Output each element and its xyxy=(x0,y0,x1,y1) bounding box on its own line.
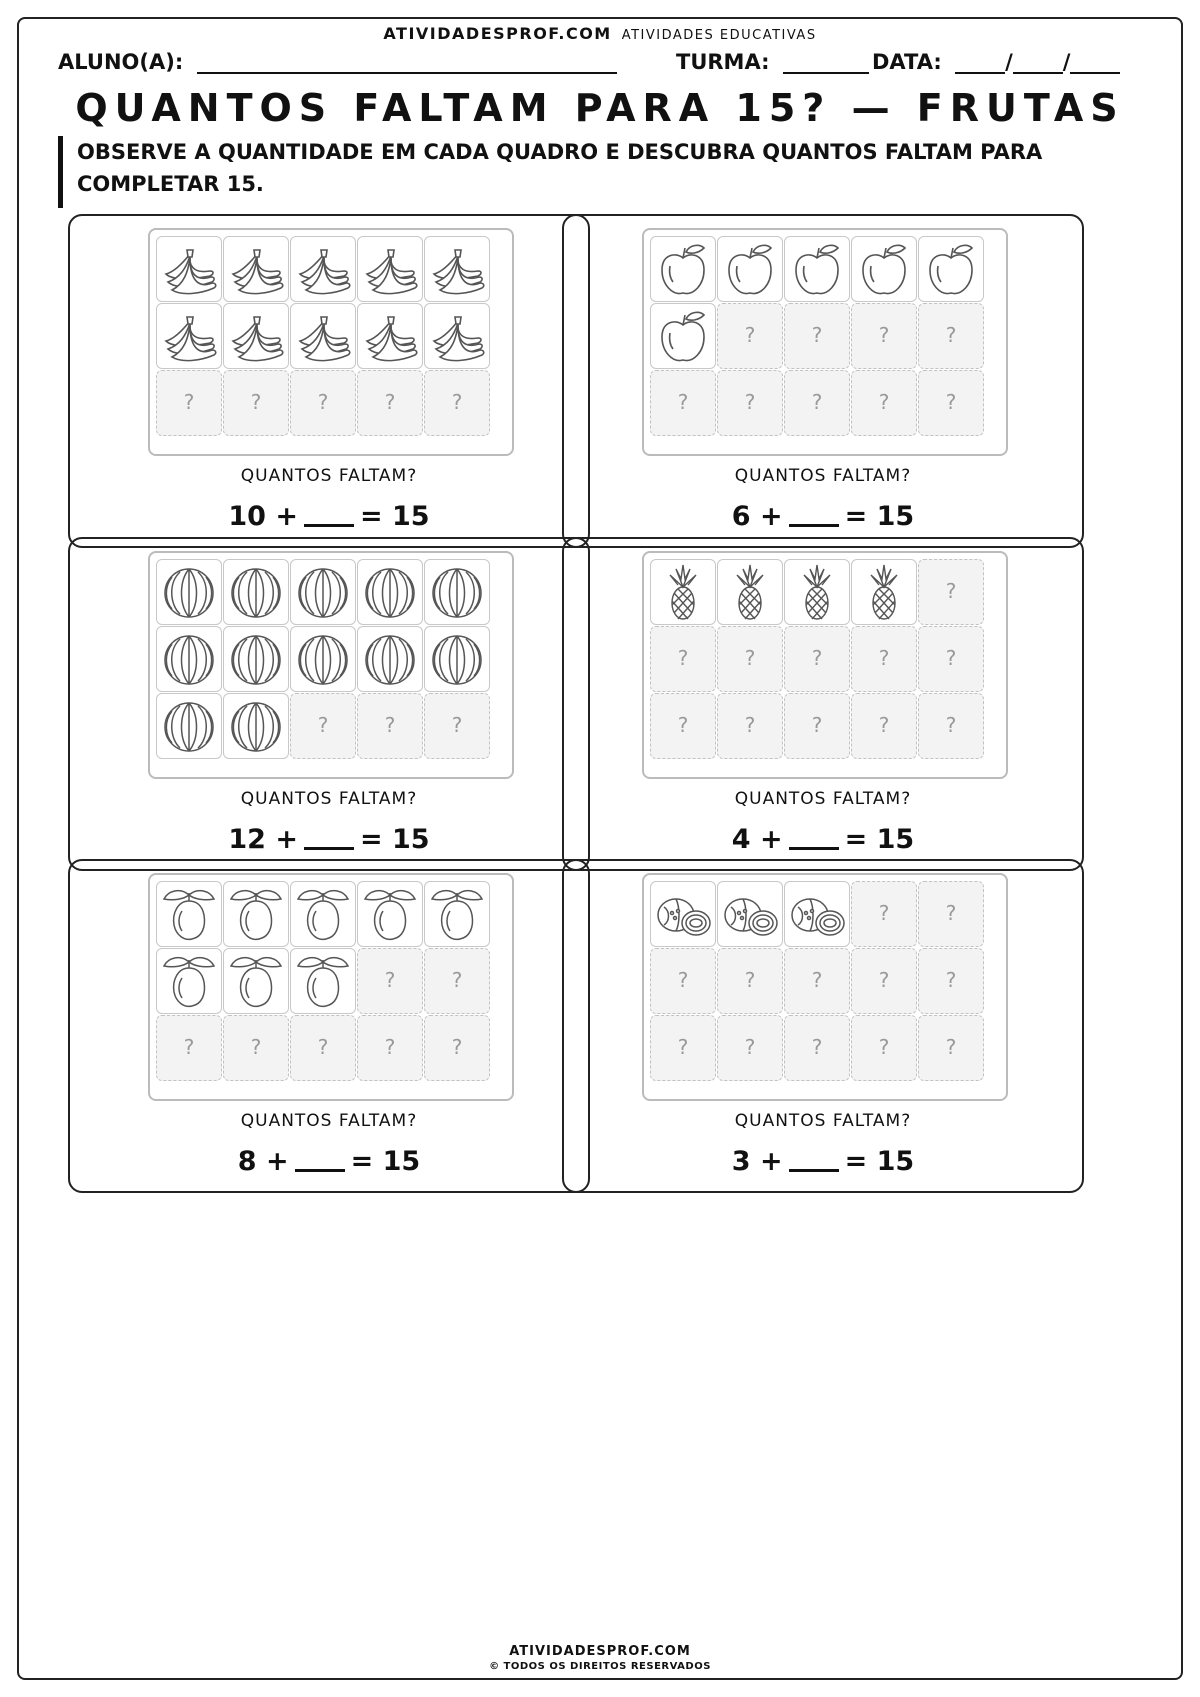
data-label: DATA: xyxy=(872,50,942,74)
fruit-cell xyxy=(784,236,850,302)
empty-cell: ? xyxy=(918,303,984,369)
empty-cell: ? xyxy=(156,1015,222,1081)
question-label: QUANTOS FALTAM? xyxy=(240,1111,418,1131)
fruit-cell xyxy=(424,303,490,369)
fruit-grid xyxy=(148,873,514,1101)
equation xyxy=(70,500,588,532)
fruit-cell xyxy=(357,303,423,369)
question-label: QUANTOS FALTAM? xyxy=(240,789,418,809)
fruit-cell xyxy=(290,236,356,302)
footer xyxy=(0,1644,1200,1672)
empty-cell: ? xyxy=(290,693,356,759)
exercise-card xyxy=(68,537,590,871)
question-label: QUANTOS FALTAM? xyxy=(734,789,912,809)
fruit-cell xyxy=(156,881,222,947)
date-slash: / xyxy=(1062,50,1071,74)
fruit-cell xyxy=(223,948,289,1014)
exercise-card xyxy=(562,859,1084,1193)
equation-left: 10 + xyxy=(228,501,298,532)
fruit-cell xyxy=(290,881,356,947)
answer-blank[interactable] xyxy=(295,1145,345,1172)
empty-cell: ? xyxy=(650,948,716,1014)
empty-cell: ? xyxy=(851,881,917,947)
exercise-card xyxy=(68,859,590,1193)
equation-right: = 15 xyxy=(844,1146,915,1177)
fruit-cell xyxy=(156,693,222,759)
empty-cell: ? xyxy=(223,1015,289,1081)
empty-cell: ? xyxy=(424,693,490,759)
fruit-cell xyxy=(156,303,222,369)
empty-cell: ? xyxy=(717,1015,783,1081)
answer-blank[interactable] xyxy=(304,823,354,850)
fruit-cell xyxy=(290,303,356,369)
fruit-cell xyxy=(717,236,783,302)
equation xyxy=(564,823,1082,855)
empty-cell: ? xyxy=(650,626,716,692)
fruit-grid xyxy=(148,228,514,456)
empty-cell: ? xyxy=(357,693,423,759)
footer-brand: ATIVIDADESPROF.COM xyxy=(509,1644,691,1659)
fruit-cell xyxy=(357,626,423,692)
page-title: QUANTOS FALTAM PARA 15? — FRUTAS xyxy=(75,86,1125,130)
data-year-field[interactable] xyxy=(1070,52,1120,74)
empty-cell: ? xyxy=(851,948,917,1014)
instruction-text: OBSERVE A QUANTIDADE EM CADA QUADRO E DESCUBRA QUANTOS FALTAM PARA COMPLETAR 15. xyxy=(58,136,1138,208)
equation-left: 8 + xyxy=(237,1146,289,1177)
data-day-field[interactable] xyxy=(955,52,1005,74)
fruit-cell xyxy=(223,881,289,947)
fruit-cell xyxy=(650,236,716,302)
answer-blank[interactable] xyxy=(789,500,839,527)
fruit-grid xyxy=(642,873,1008,1101)
fruit-cell xyxy=(851,236,917,302)
equation xyxy=(70,823,588,855)
fruit-cell xyxy=(784,881,850,947)
question-label: QUANTOS FALTAM? xyxy=(734,466,912,486)
answer-blank[interactable] xyxy=(789,823,839,850)
fruit-cell xyxy=(424,559,490,625)
fruit-cell xyxy=(424,881,490,947)
fruit-cell xyxy=(357,559,423,625)
equation-right: = 15 xyxy=(844,501,915,532)
equation xyxy=(564,1145,1082,1177)
empty-cell: ? xyxy=(717,948,783,1014)
fruit-cell xyxy=(223,236,289,302)
exercise-card xyxy=(68,214,590,548)
fruit-cell xyxy=(424,236,490,302)
fruit-cell xyxy=(650,559,716,625)
empty-cell: ? xyxy=(918,370,984,436)
fruit-cell xyxy=(290,559,356,625)
footer-copyright: © TODOS OS DIREITOS RESERVADOS xyxy=(489,1661,711,1672)
turma-label: TURMA: xyxy=(676,50,770,74)
fruit-cell xyxy=(290,626,356,692)
aluno-label: ALUNO(A): xyxy=(58,50,184,74)
question-label: QUANTOS FALTAM? xyxy=(240,466,418,486)
equation-right: = 15 xyxy=(844,824,915,855)
date-slash: / xyxy=(1005,50,1013,74)
empty-cell: ? xyxy=(357,1015,423,1081)
answer-blank[interactable] xyxy=(789,1145,839,1172)
empty-cell: ? xyxy=(223,370,289,436)
data-month-field[interactable] xyxy=(1013,52,1063,74)
empty-cell: ? xyxy=(424,1015,490,1081)
question-label: QUANTOS FALTAM? xyxy=(734,1111,912,1131)
empty-cell: ? xyxy=(851,370,917,436)
equation xyxy=(70,1145,588,1177)
empty-cell: ? xyxy=(918,1015,984,1081)
empty-cell: ? xyxy=(357,370,423,436)
empty-cell: ? xyxy=(851,303,917,369)
fruit-cell xyxy=(717,559,783,625)
exercise-card xyxy=(562,214,1084,548)
fruit-cell xyxy=(650,303,716,369)
site-brand: ATIVIDADESPROF.COM xyxy=(383,24,612,43)
empty-cell: ? xyxy=(717,303,783,369)
empty-cell: ? xyxy=(851,626,917,692)
empty-cell: ? xyxy=(784,370,850,436)
empty-cell: ? xyxy=(918,626,984,692)
equation-left: 12 + xyxy=(228,824,298,855)
equation-left: 4 + xyxy=(731,824,783,855)
fruit-cell xyxy=(223,693,289,759)
fruit-cell xyxy=(156,948,222,1014)
equation-right: = 15 xyxy=(360,824,430,855)
empty-cell: ? xyxy=(717,626,783,692)
empty-cell: ? xyxy=(918,881,984,947)
fruit-cell xyxy=(223,559,289,625)
fruit-cell xyxy=(223,303,289,369)
empty-cell: ? xyxy=(156,370,222,436)
fruit-cell xyxy=(851,559,917,625)
fruit-cell xyxy=(424,626,490,692)
empty-cell: ? xyxy=(717,693,783,759)
site-tagline: ATIVIDADES EDUCATIVAS xyxy=(621,28,817,43)
fruit-grid xyxy=(642,551,1008,779)
empty-cell: ? xyxy=(784,693,850,759)
empty-cell: ? xyxy=(650,693,716,759)
empty-cell: ? xyxy=(784,1015,850,1081)
fruit-cell xyxy=(650,881,716,947)
empty-cell: ? xyxy=(784,948,850,1014)
empty-cell: ? xyxy=(717,370,783,436)
aluno-field[interactable] xyxy=(197,52,617,74)
fruit-cell xyxy=(357,236,423,302)
empty-cell: ? xyxy=(650,370,716,436)
equation-left: 6 + xyxy=(731,501,783,532)
empty-cell: ? xyxy=(918,693,984,759)
fruit-grid xyxy=(148,551,514,779)
equation xyxy=(564,500,1082,532)
empty-cell: ? xyxy=(357,948,423,1014)
empty-cell: ? xyxy=(650,1015,716,1081)
empty-cell: ? xyxy=(784,303,850,369)
fruit-cell xyxy=(156,559,222,625)
empty-cell: ? xyxy=(851,693,917,759)
fruit-cell xyxy=(290,948,356,1014)
answer-blank[interactable] xyxy=(304,500,354,527)
empty-cell: ? xyxy=(918,948,984,1014)
fruit-cell xyxy=(156,236,222,302)
turma-field[interactable] xyxy=(783,52,869,74)
fruit-cell xyxy=(156,626,222,692)
site-header xyxy=(0,24,1200,43)
empty-cell: ? xyxy=(290,1015,356,1081)
fruit-grid xyxy=(642,228,1008,456)
fruit-cell xyxy=(784,559,850,625)
equation-left: 3 + xyxy=(731,1146,783,1177)
empty-cell: ? xyxy=(290,370,356,436)
fruit-cell xyxy=(918,236,984,302)
empty-cell: ? xyxy=(424,370,490,436)
fruit-cell xyxy=(357,881,423,947)
equation-right: = 15 xyxy=(350,1146,421,1177)
empty-cell: ? xyxy=(851,1015,917,1081)
fruit-cell xyxy=(223,626,289,692)
empty-cell: ? xyxy=(424,948,490,1014)
fruit-cell xyxy=(717,881,783,947)
empty-cell: ? xyxy=(918,559,984,625)
empty-cell: ? xyxy=(784,626,850,692)
equation-right: = 15 xyxy=(360,501,430,532)
exercise-card xyxy=(562,537,1084,871)
